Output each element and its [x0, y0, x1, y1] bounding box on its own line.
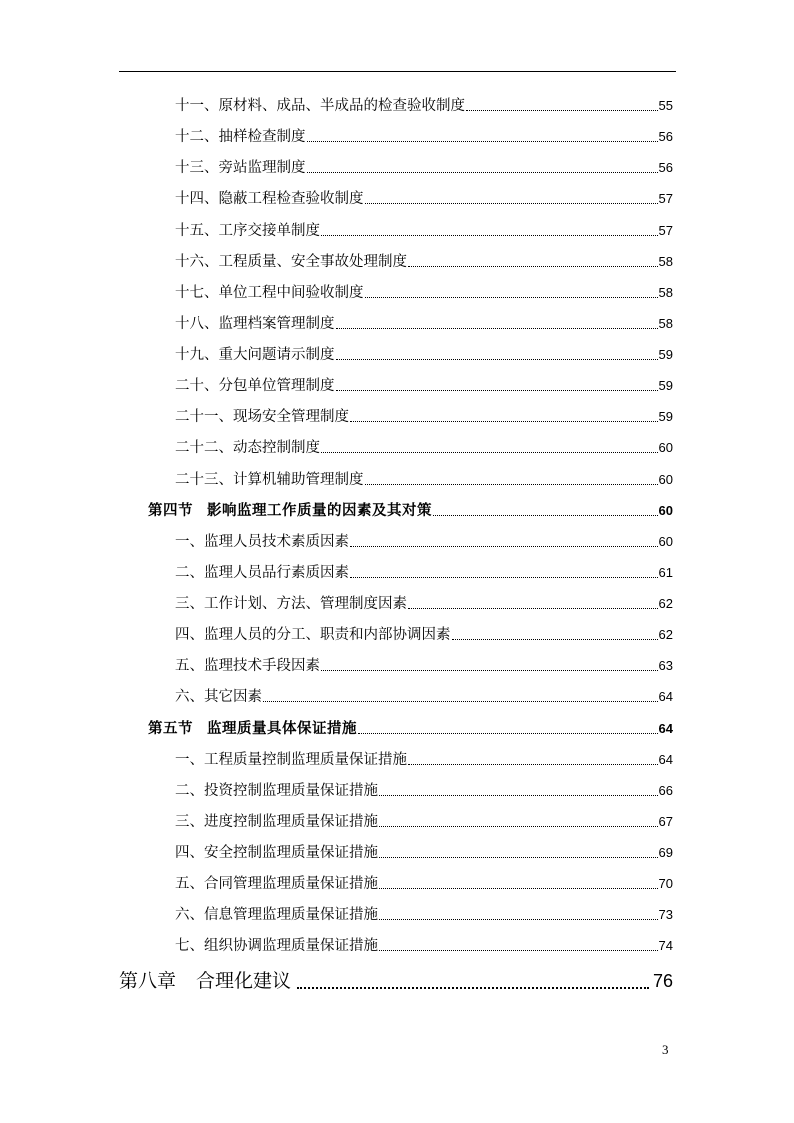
toc-entry-label: 三、工作计划、方法、管理制度因素	[175, 596, 407, 612]
toc-entry-label: 六、信息管理监理质量保证措施	[175, 907, 378, 923]
toc-entry-page: 61	[658, 565, 673, 580]
dot-leader	[408, 266, 658, 267]
toc-entry-label: 十二、抽样检查制度	[175, 129, 306, 145]
toc-entry-page: 56	[658, 129, 673, 144]
dot-leader	[336, 328, 658, 329]
toc-entry-page: 64	[658, 721, 673, 736]
toc-entry[interactable]	[175, 188, 673, 210]
dot-leader	[433, 515, 658, 516]
dot-leader	[336, 359, 658, 360]
dot-leader	[307, 172, 658, 173]
dot-leader	[365, 297, 658, 298]
toc-entry-label: 四、监理人员的分工、职责和内部协调因素	[175, 627, 451, 643]
toc-entry[interactable]	[175, 935, 673, 957]
toc-entry[interactable]	[175, 593, 673, 615]
toc-entry[interactable]	[175, 811, 673, 833]
toc-entry[interactable]	[175, 562, 673, 584]
toc-entry[interactable]	[175, 406, 673, 428]
toc-chapter-8[interactable]	[119, 966, 673, 996]
toc-entry-page: 56	[658, 160, 673, 175]
toc-entry[interactable]	[175, 904, 673, 926]
toc-entry[interactable]	[175, 749, 673, 771]
dot-leader	[263, 701, 658, 702]
dot-leader	[365, 203, 658, 204]
chapter-title: 合理化建议	[196, 970, 292, 992]
toc-entry-page: 60	[658, 534, 673, 549]
toc-entry-label: 三、进度控制监理质量保证措施	[175, 814, 378, 830]
toc-entry-label: 十九、重大问题请示制度	[175, 347, 335, 363]
toc-entry-page: 60	[658, 472, 673, 487]
toc-entry-label: 二十二、动态控制制度	[175, 440, 320, 456]
toc-entry-page: 58	[658, 316, 673, 331]
dot-leader	[379, 826, 658, 827]
toc-entry-page: 76	[652, 971, 673, 991]
toc-entry-page: 57	[658, 223, 673, 238]
toc-entry-label: 二、投资控制监理质量保证措施	[175, 783, 378, 799]
dot-leader	[321, 235, 658, 236]
toc-entry[interactable]	[175, 873, 673, 895]
toc-section-label	[148, 718, 357, 740]
toc-section-5[interactable]	[148, 718, 673, 740]
dot-leader	[408, 608, 658, 609]
toc-entry[interactable]	[175, 313, 673, 335]
toc-entry-label: 二十、分包单位管理制度	[175, 378, 335, 394]
toc-entry-label: 二、监理人员品行素质因素	[175, 565, 349, 581]
toc-entry-page: 70	[658, 876, 673, 891]
toc-entry-label: 五、合同管理监理质量保证措施	[175, 876, 378, 892]
toc-entry-page: 59	[658, 409, 673, 424]
dot-leader	[365, 484, 658, 485]
toc-entry-label: 十七、单位工程中间验收制度	[175, 285, 364, 301]
section-title: 影响监理工作质量的因素及其对策	[207, 503, 432, 519]
toc-entry-page: 64	[658, 752, 673, 767]
toc-entry-page: 58	[658, 254, 673, 269]
dot-leader	[379, 795, 658, 796]
toc-entry[interactable]	[175, 251, 673, 273]
toc-entry-label: 十六、工程质量、安全事故处理制度	[175, 254, 407, 270]
toc-entry-label: 二十一、现场安全管理制度	[175, 409, 349, 425]
dot-leader	[379, 950, 658, 951]
section-number: 第四节	[148, 503, 193, 519]
toc-entry-label: 六、其它因素	[175, 689, 262, 705]
toc-entry-label: 七、组织协调监理质量保证措施	[175, 938, 378, 954]
header-rule	[119, 71, 676, 72]
toc-entry[interactable]	[175, 375, 673, 397]
dot-leader	[408, 764, 658, 765]
toc-section-4[interactable]	[148, 500, 673, 522]
toc-entry-label: 十四、隐蔽工程检查验收制度	[175, 191, 364, 207]
toc-entry-page: 66	[658, 783, 673, 798]
toc-entry-page: 64	[658, 689, 673, 704]
toc-entry[interactable]	[175, 780, 673, 802]
dot-leader	[307, 141, 658, 142]
section-title: 监理质量具体保证措施	[207, 721, 357, 737]
toc-entry-page: 62	[658, 627, 673, 642]
toc-entry[interactable]	[175, 686, 673, 708]
toc-entry-page: 59	[658, 378, 673, 393]
toc-entry[interactable]	[175, 531, 673, 553]
dot-leader	[336, 390, 658, 391]
dot-leader	[358, 733, 658, 734]
dot-leader	[321, 670, 658, 671]
toc-entry[interactable]	[175, 469, 673, 491]
toc-entry-page: 63	[658, 658, 673, 673]
toc-entry[interactable]	[175, 655, 673, 677]
page-number: 3	[662, 1042, 669, 1057]
toc-entry-page: 55	[658, 98, 673, 113]
dot-leader	[379, 857, 658, 858]
dot-leader	[466, 110, 658, 111]
toc-entry[interactable]	[175, 220, 673, 242]
toc-entry[interactable]	[175, 344, 673, 366]
dot-leader	[379, 919, 658, 920]
dot-leader	[379, 888, 658, 889]
toc-entry[interactable]	[175, 282, 673, 304]
toc-entry[interactable]	[175, 842, 673, 864]
toc-entry-page: 57	[658, 191, 673, 206]
dot-leader	[297, 987, 649, 989]
toc-chapter-label	[119, 966, 291, 996]
dot-leader	[452, 639, 658, 640]
dot-leader	[350, 421, 658, 422]
toc-entry-page: 60	[658, 440, 673, 455]
toc-entry[interactable]	[175, 157, 673, 179]
toc-entry-page: 69	[658, 845, 673, 860]
toc-section-label	[148, 500, 432, 522]
toc-entry-label: 四、安全控制监理质量保证措施	[175, 845, 378, 861]
toc-entry-label: 一、工程质量控制监理质量保证措施	[175, 752, 407, 768]
toc-entry-label: 十五、工序交接单制度	[175, 223, 320, 239]
toc-entry[interactable]	[175, 95, 673, 117]
dot-leader	[350, 546, 658, 547]
toc-entry-page: 74	[658, 938, 673, 953]
toc-entry[interactable]	[175, 437, 673, 459]
dot-leader	[321, 452, 658, 453]
toc-entry-label: 五、监理技术手段因素	[175, 658, 320, 674]
toc-entry-label: 十一、原材料、成品、半成品的检查验收制度	[175, 98, 465, 114]
toc-entry-page: 59	[658, 347, 673, 362]
toc-entry[interactable]	[175, 624, 673, 646]
chapter-number: 第八章	[119, 970, 177, 992]
toc-entry-label: 十三、旁站监理制度	[175, 160, 306, 176]
toc-entry-page: 67	[658, 814, 673, 829]
toc-entry-label: 十八、监理档案管理制度	[175, 316, 335, 332]
toc-entry-page: 60	[658, 503, 673, 518]
toc-entry-page: 73	[658, 907, 673, 922]
toc-entry[interactable]	[175, 126, 673, 148]
toc-entry-label: 二十三、计算机辅助管理制度	[175, 472, 364, 488]
section-number: 第五节	[148, 721, 193, 737]
toc-entry-label: 一、监理人员技术素质因素	[175, 534, 349, 550]
dot-leader	[350, 577, 658, 578]
toc-entry-page: 62	[658, 596, 673, 611]
toc-entry-page: 58	[658, 285, 673, 300]
